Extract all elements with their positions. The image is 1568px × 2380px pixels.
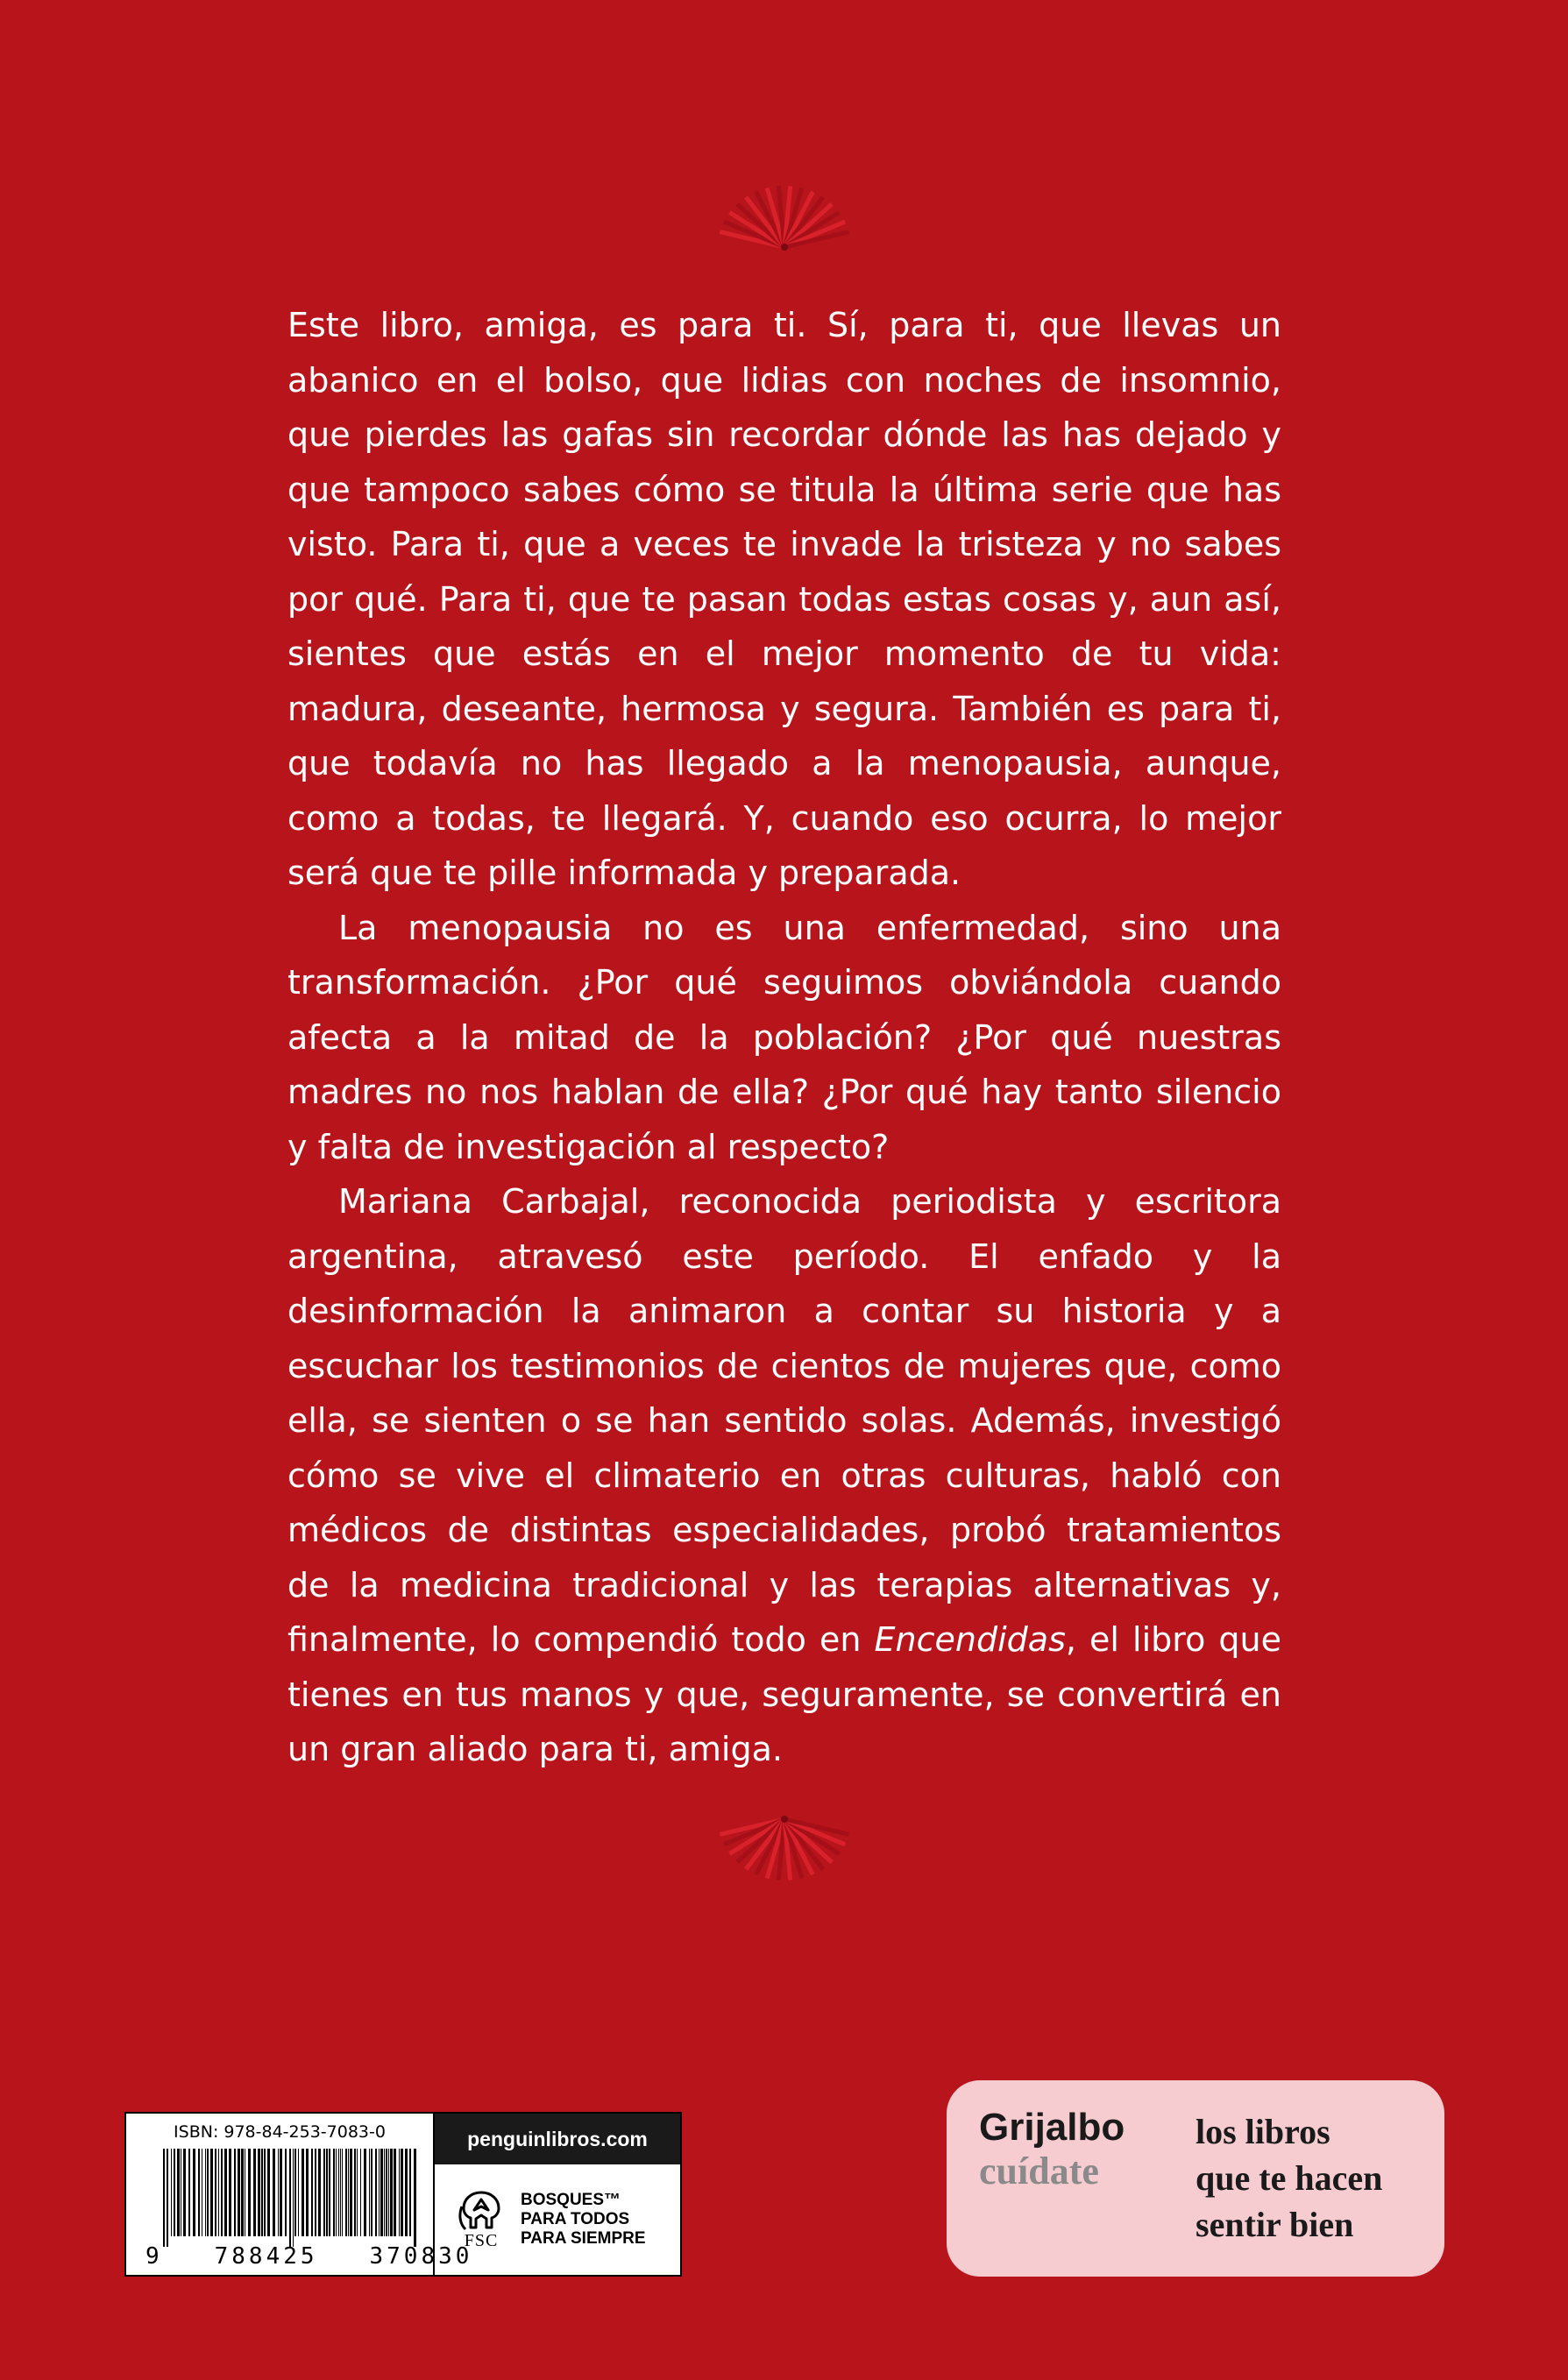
barcode-bar (264, 2149, 266, 2236)
barcode-bar (369, 2149, 370, 2236)
barcode-bar (302, 2149, 304, 2236)
barcode-bar (318, 2149, 321, 2236)
barcode-bar (333, 2149, 335, 2236)
blurb-paragraph-3-end: , el libro que tienes en tus manos y que, seguramente, se convertirá en un gran aliado para ti, amiga. (287, 1620, 1281, 1768)
barcode-bar (364, 2149, 366, 2236)
barcode-bar (163, 2149, 165, 2247)
tagline-line-3: sentir bien (1196, 2205, 1354, 2244)
barcode-bar (338, 2149, 339, 2236)
barcode-bar (198, 2149, 200, 2236)
barcode-bar (298, 2149, 299, 2236)
fsc-slogan-line-2: PARA TODOS (521, 2210, 630, 2228)
barcode-bar (285, 2149, 287, 2236)
barcode-bar (342, 2149, 343, 2236)
blurb-paragraph-3 (287, 1174, 1281, 1777)
barcode-bar (348, 2149, 349, 2236)
ean-digits: 9 788425 370830 (145, 2243, 473, 2270)
tagline-line-2: que te hacen (1196, 2158, 1383, 2198)
barcode-bar (193, 2149, 195, 2236)
barcode-bar (323, 2149, 325, 2236)
barcode-bar (326, 2149, 328, 2236)
barcode-bar (306, 2149, 309, 2236)
back-cover-blurb (287, 298, 1281, 1777)
fan-pivot (781, 244, 788, 251)
fsc-slogan (521, 2191, 646, 2249)
barcode-panel (126, 2114, 473, 2275)
barcode-bar (379, 2149, 380, 2236)
publisher-badge (947, 2080, 1444, 2277)
barcode-bar (261, 2149, 263, 2236)
barcode-bar (386, 2149, 387, 2236)
barcode-bar (224, 2149, 227, 2236)
barcode-bar (336, 2149, 337, 2236)
collection-tagline (1196, 2105, 1382, 2277)
blurb-paragraph-2: La menopausia no es una enfermedad, sino una transformación. ¿Por qué seguimos obviándola cuando afecta a la mitad de la población? ¿Por qué nuestras madres no nos hablan de ella? ¿Por qué hay tanto silencio y falta de investigación al respecto? (287, 908, 1281, 1166)
barcode-bar (388, 2149, 389, 2236)
barcode-bar (278, 2149, 279, 2236)
barcode-bar (401, 2149, 403, 2236)
barcode-bar (394, 2149, 396, 2236)
barcode-bar (177, 2149, 180, 2236)
barcode-bar (371, 2149, 372, 2236)
barcode-bar (183, 2149, 186, 2236)
barcode-bar (280, 2149, 282, 2236)
barcode-bar (273, 2149, 275, 2236)
isbn-barcode-block (124, 2112, 682, 2277)
barcode-bar (188, 2149, 190, 2236)
barcode-bar (241, 2149, 244, 2236)
barcode-bar (234, 2149, 236, 2236)
fsc-slogan-line-1: BOSQUES™ (521, 2191, 621, 2209)
isbn-label: ISBN: 978-84-253-7083-0 (174, 2122, 386, 2142)
barcode-bar (414, 2149, 416, 2247)
imprint-name: Grijalbo (979, 2106, 1125, 2149)
barcode-bar (390, 2149, 393, 2236)
barcode-bar (210, 2149, 213, 2236)
barcode-bar (345, 2149, 347, 2236)
barcode-bar (218, 2149, 219, 2236)
barcode-bar (289, 2149, 291, 2247)
blurb-paragraph-3-start: Mariana Carbajal, reconocida periodista y escritora argentina, atravesó este período. El enfado y la desinformación la animaron a contar su historia y a escuchar los testimonios de cientos de mujeres que, como ella, se sienten o se han sentido solas. Además, investigó cómo se vive el climaterio en otras culturas, habló con médicos de distintas especialidades, probó tratamientos de la medicina tradicional y las terapias alternativas y, finalmente, lo compendió todo en (287, 1182, 1281, 1659)
tagline-line-1: los libros (1196, 2112, 1330, 2151)
hand-fan-icon (710, 1812, 859, 1882)
barcode-bar (357, 2149, 358, 2236)
barcode-bar (248, 2149, 251, 2236)
barcode-bar (171, 2149, 172, 2236)
hand-fan-icon (710, 184, 859, 254)
barcode-bar (354, 2149, 356, 2236)
barcode-bar (205, 2149, 206, 2236)
book-title-italic: Encendidas (874, 1620, 1066, 1659)
barcode-bar (360, 2149, 361, 2236)
barcode-bar (215, 2149, 216, 2236)
barcode-bar (375, 2149, 377, 2236)
barcode-bar (409, 2149, 411, 2236)
barcode-bar (267, 2149, 270, 2236)
barcode-bar (329, 2149, 330, 2236)
blurb-paragraph-1: Este libro, amiga, es para ti. Sí, para ti, que llevas un abanico en el bolso, que lidias con noches de insomnio, que pierdes las gafas sin recordar dónde las has dejado y que tampoco sabes cómo se titula la última serie que has visto. Para ti, que a veces te invade la tristeza y no sabes por qué. Para ti, que te pasan todas estas cosas y, aun así, sientes que estás en el mejor momento de tu vida: madura, deseante, hermosa y segura. También es para ti, que todavía no has llegado a la menopausia, aunque, como a todas, te llegará. Y, cuando eso ocurra, lo mejor será que te pille informada y preparada. (287, 306, 1281, 892)
barcode-bar (340, 2149, 341, 2236)
imprint-logo (979, 2105, 1196, 2277)
fsc-tree-icon (457, 2189, 506, 2231)
barcode-bar (174, 2149, 175, 2236)
barcode-bar (258, 2149, 260, 2236)
barcode-bar (311, 2149, 313, 2236)
barcode-bar (167, 2149, 168, 2247)
barcode-bar (380, 2149, 383, 2236)
barcode-bar (253, 2149, 256, 2236)
publisher-url: penguinlibros.com (435, 2114, 680, 2164)
fsc-label: FSC (464, 2230, 499, 2250)
barcode-bar (384, 2149, 385, 2236)
barcode-bars (163, 2149, 422, 2247)
barcode-bar (293, 2149, 294, 2247)
barcode-bar (229, 2149, 231, 2236)
barcode-bar (405, 2149, 408, 2236)
barcode-bar (207, 2149, 209, 2236)
barcode-bar (350, 2149, 352, 2236)
fan-pivot (781, 1816, 788, 1823)
fsc-slogan-line-3: PARA SIEMPRE (521, 2229, 646, 2248)
barcode-bar (221, 2149, 223, 2236)
barcode-bar (294, 2149, 296, 2236)
collection-name: cuídate (979, 2150, 1099, 2192)
fsc-logo (451, 2189, 512, 2251)
barcode-bar (238, 2149, 240, 2236)
barcode-bar (315, 2149, 316, 2236)
barcode-bar (399, 2149, 400, 2236)
